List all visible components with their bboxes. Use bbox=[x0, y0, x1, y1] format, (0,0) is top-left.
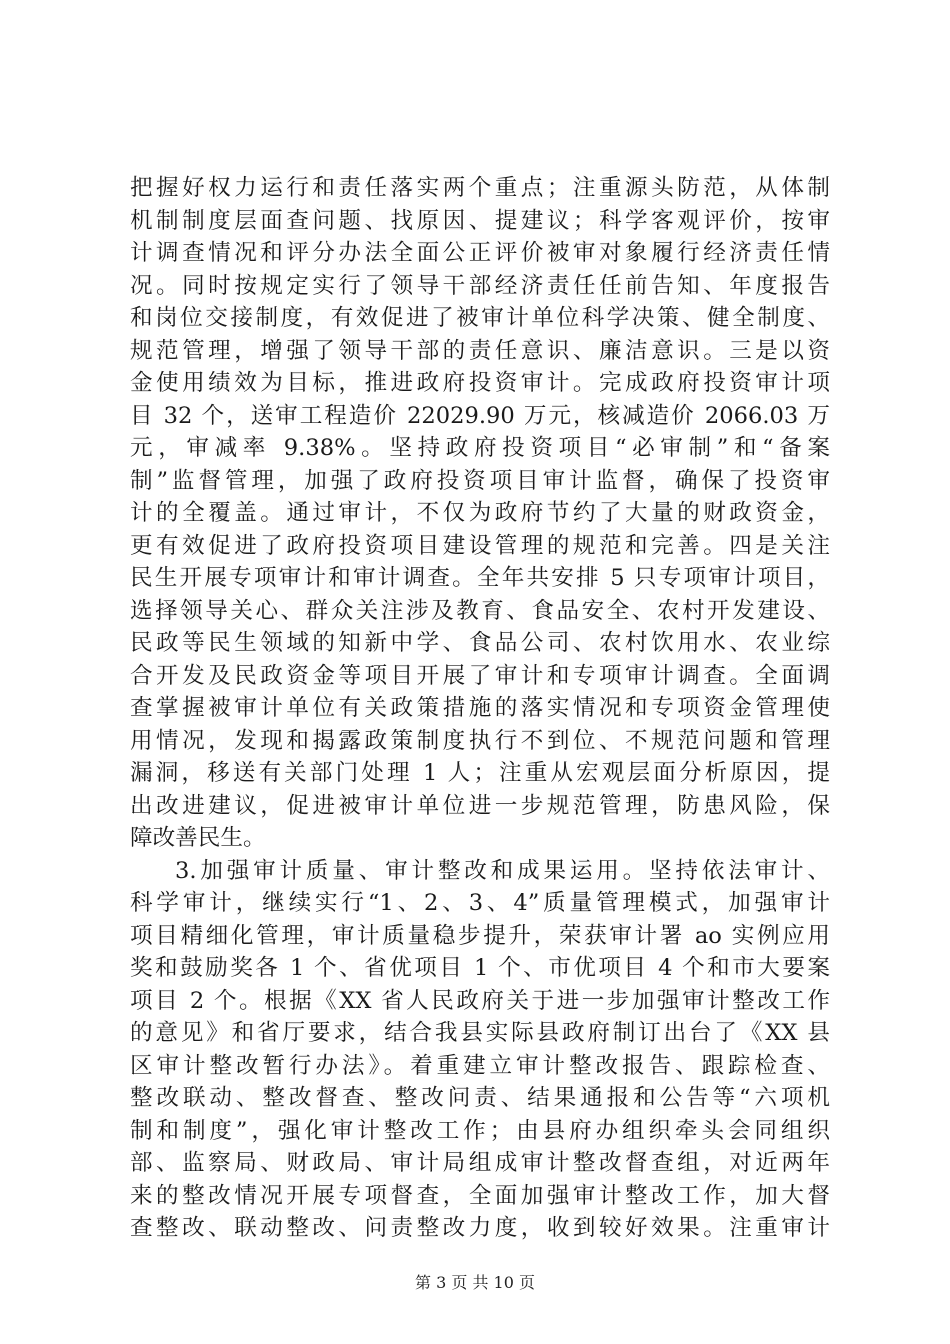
text-line-9: 元，审减率 9.38%。坚持政府投资项目“必审制”和“备案 bbox=[130, 435, 830, 461]
text-line-19: 漏洞，移送有关部门处理 1 人；注重从宏观层面分析原因，提 bbox=[130, 760, 830, 786]
text-line-6: 规范管理，增强了领导干部的责任意识、廉洁意识。三是以资 bbox=[130, 337, 830, 364]
text-line-25: 奖和鼓励奖各 1 个、省优项目 1 个、市优项目 4 个和市大要案 bbox=[130, 955, 830, 981]
text-line-4: 况。同时按规定实行了领导干部经济责任任前告知、年度报告 bbox=[130, 272, 830, 299]
text-line-5: 和岗位交接制度，有效促进了被审计单位科学决策、健全制度、 bbox=[130, 305, 830, 331]
text-line-14: 选择领导关心、群众关注涉及教育、食品安全、农村开发建设、 bbox=[130, 597, 830, 624]
text-line-32: 来的整改情况开展专项督查，全面加强审计整改工作，加大督 bbox=[130, 1182, 830, 1209]
text-line-11: 计的全覆盖。通过审计，不仅为政府节约了大量的财政资金， bbox=[130, 500, 830, 526]
text-line-24: 项目精细化管理，审计质量稳步提升，荣获审计署 ao 实例应用 bbox=[130, 922, 830, 949]
text-line-2: 机制制度层面查问题、找原因、提建议；科学客观评价，按审 bbox=[130, 207, 830, 234]
body-text bbox=[130, 172, 830, 1245]
text-line-30: 制和制度”，强化审计整改工作；由县府办组织牵头会同组织 bbox=[130, 1117, 830, 1144]
text-line-12: 更有效促进了政府投资项目建设管理的规范和完善。四是关注 bbox=[130, 532, 830, 559]
text-line-21: 障改善民生。 bbox=[130, 825, 266, 851]
text-line-26: 项目 2 个。根据《XX 省人民政府关于进一步加强审计整改工作 bbox=[130, 987, 830, 1014]
text-line-3: 计调查情况和评分办法全面公正评价被审对象履行经济责任情 bbox=[130, 240, 830, 266]
text-line-18: 用情况，发现和揭露政策制度执行不到位、不规范问题和管理 bbox=[130, 727, 830, 754]
text-line-17: 查掌握被审计单位有关政策措施的落实情况和专项资金管理使 bbox=[130, 695, 830, 721]
text-line-20: 出改进建议，促进被审计单位进一步规范管理，防患风险，保 bbox=[130, 792, 830, 819]
text-line-15: 民政等民生领域的知新中学、食品公司、农村饮用水、农业综 bbox=[130, 630, 830, 656]
text-line-16: 合开发及民政资金等项目开展了审计和专项审计调查。全面调 bbox=[130, 662, 830, 689]
text-line-13: 民生开展专项审计和审计调查。全年共安排 5 只专项审计项目， bbox=[130, 565, 830, 591]
text-line-33: 查整改、联动整改、问责整改力度，收到较好效果。注重审计 bbox=[130, 1215, 830, 1241]
text-line-1: 把握好权力运行和责任落实两个重点；注重源头防范，从体制 bbox=[130, 175, 830, 201]
text-line-22: 3.加强审计质量、审计整改和成果运用。坚持依法审计、 bbox=[175, 857, 830, 884]
page-number-footer: 第 3 页 共 10 页 bbox=[415, 1273, 535, 1292]
text-line-7: 金使用绩效为目标，推进政府投资审计。完成政府投资审计项 bbox=[130, 370, 830, 396]
text-line-31: 部、监察局、财政局、审计局组成审计整改督查组，对近两年 bbox=[130, 1150, 830, 1176]
text-line-29: 整改联动、整改督查、整改问责、结果通报和公告等“六项机 bbox=[130, 1085, 830, 1111]
text-line-10: 制”监督管理，加强了政府投资项目审计监督，确保了投资审 bbox=[130, 467, 830, 494]
text-line-28: 区审计整改暂行办法》。着重建立审计整改报告、跟踪检查、 bbox=[130, 1052, 830, 1079]
text-line-27: 的意见》和省厅要求，结合我县实际县政府制订出台了《XX 县 bbox=[130, 1020, 830, 1046]
text-line-23: 科学审计，继续实行“1、2、3、4”质量管理模式，加强审计 bbox=[130, 890, 830, 916]
text-line-8: 目 32 个，送审工程造价 22029.90 万元，核减造价 2066.03 万 bbox=[130, 402, 830, 429]
